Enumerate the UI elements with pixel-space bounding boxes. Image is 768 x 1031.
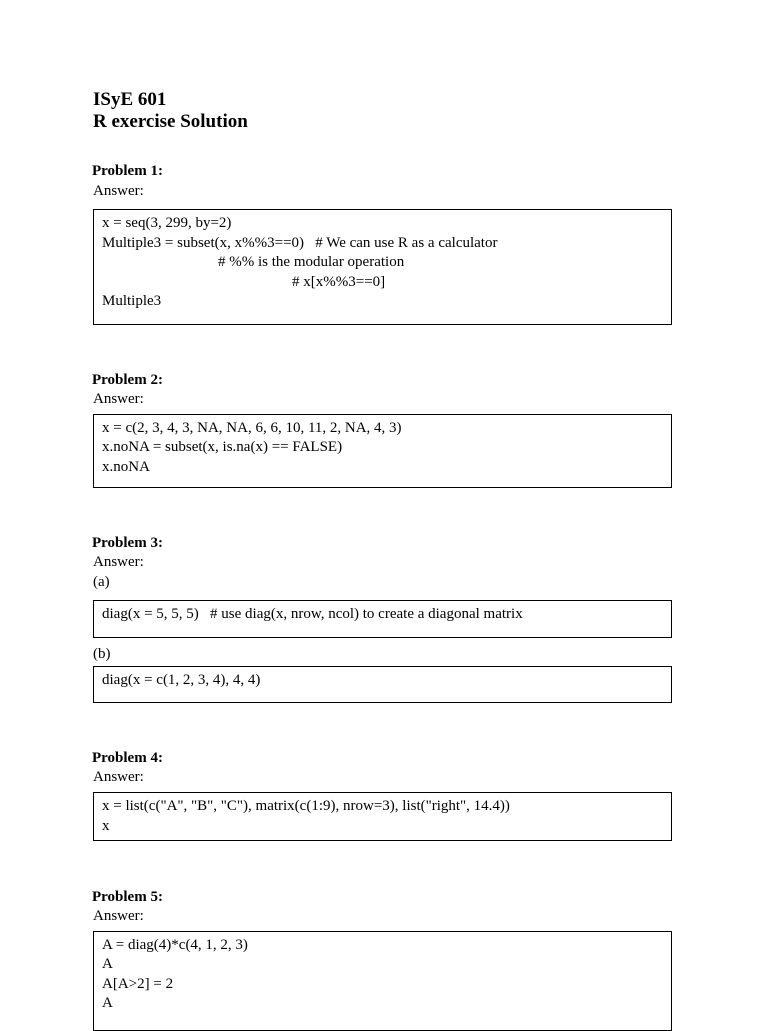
code-line: x: [102, 818, 110, 834]
problem-2-code-box: [93, 414, 672, 488]
code-line: A: [102, 995, 113, 1011]
problem-4-code-box: [93, 792, 672, 841]
problem-3-heading: Problem 3:: [92, 535, 163, 551]
problem-2-heading: Problem 2:: [92, 372, 163, 388]
code-line: # %% is the modular operation: [218, 254, 405, 270]
code-line: # x[x%%3==0]: [292, 274, 386, 290]
code-line: x = seq(3, 299, by=2): [102, 215, 232, 231]
course-title: ISyE 601: [93, 89, 167, 110]
problem-5-code-box: [93, 931, 672, 1031]
problem-1-answer-label: Answer:: [93, 183, 144, 199]
problem-4-heading: Problem 4:: [92, 750, 163, 766]
code-line: x.noNA = subset(x, is.na(x) == FALSE): [102, 439, 343, 455]
problem-3-part-b-label: (b): [93, 646, 111, 662]
document-subtitle: R exercise Solution: [93, 111, 248, 132]
code-line: diag(x = 5, 5, 5) # use diag(x, nrow, ncol) to create a diagonal matrix: [102, 606, 523, 622]
problem-4-answer-label: Answer:: [93, 769, 144, 785]
code-line: x = c(2, 3, 4, 3, NA, NA, 6, 6, 10, 11, 2, NA, 4, 3): [102, 420, 402, 436]
problem-2-answer-label: Answer:: [93, 391, 144, 407]
code-line: Multiple3 = subset(x, x%%3==0) # We can use R as a calculator: [102, 235, 498, 251]
problem-3a-code-box: [93, 600, 672, 638]
problem-5-answer-label: Answer:: [93, 908, 144, 924]
problem-1-code-box: [93, 209, 672, 325]
problem-5-heading: Problem 5:: [92, 889, 163, 905]
code-line: A = diag(4)*c(4, 1, 2, 3): [102, 937, 248, 953]
problem-3b-code-box: [93, 666, 672, 703]
code-line: A: [102, 956, 113, 972]
code-line: A[A>2] = 2: [102, 976, 174, 992]
problem-1-heading: Problem 1:: [92, 163, 163, 179]
problem-3-part-a-label: (a): [93, 574, 110, 590]
code-line: diag(x = c(1, 2, 3, 4), 4, 4): [102, 672, 261, 688]
code-line: Multiple3: [102, 293, 162, 309]
code-line: x.noNA: [102, 459, 150, 475]
code-line: x = list(c("A", "B", "C"), matrix(c(1:9), nrow=3), list("right", 14.4)): [102, 798, 510, 814]
problem-3-answer-label: Answer:: [93, 554, 144, 570]
